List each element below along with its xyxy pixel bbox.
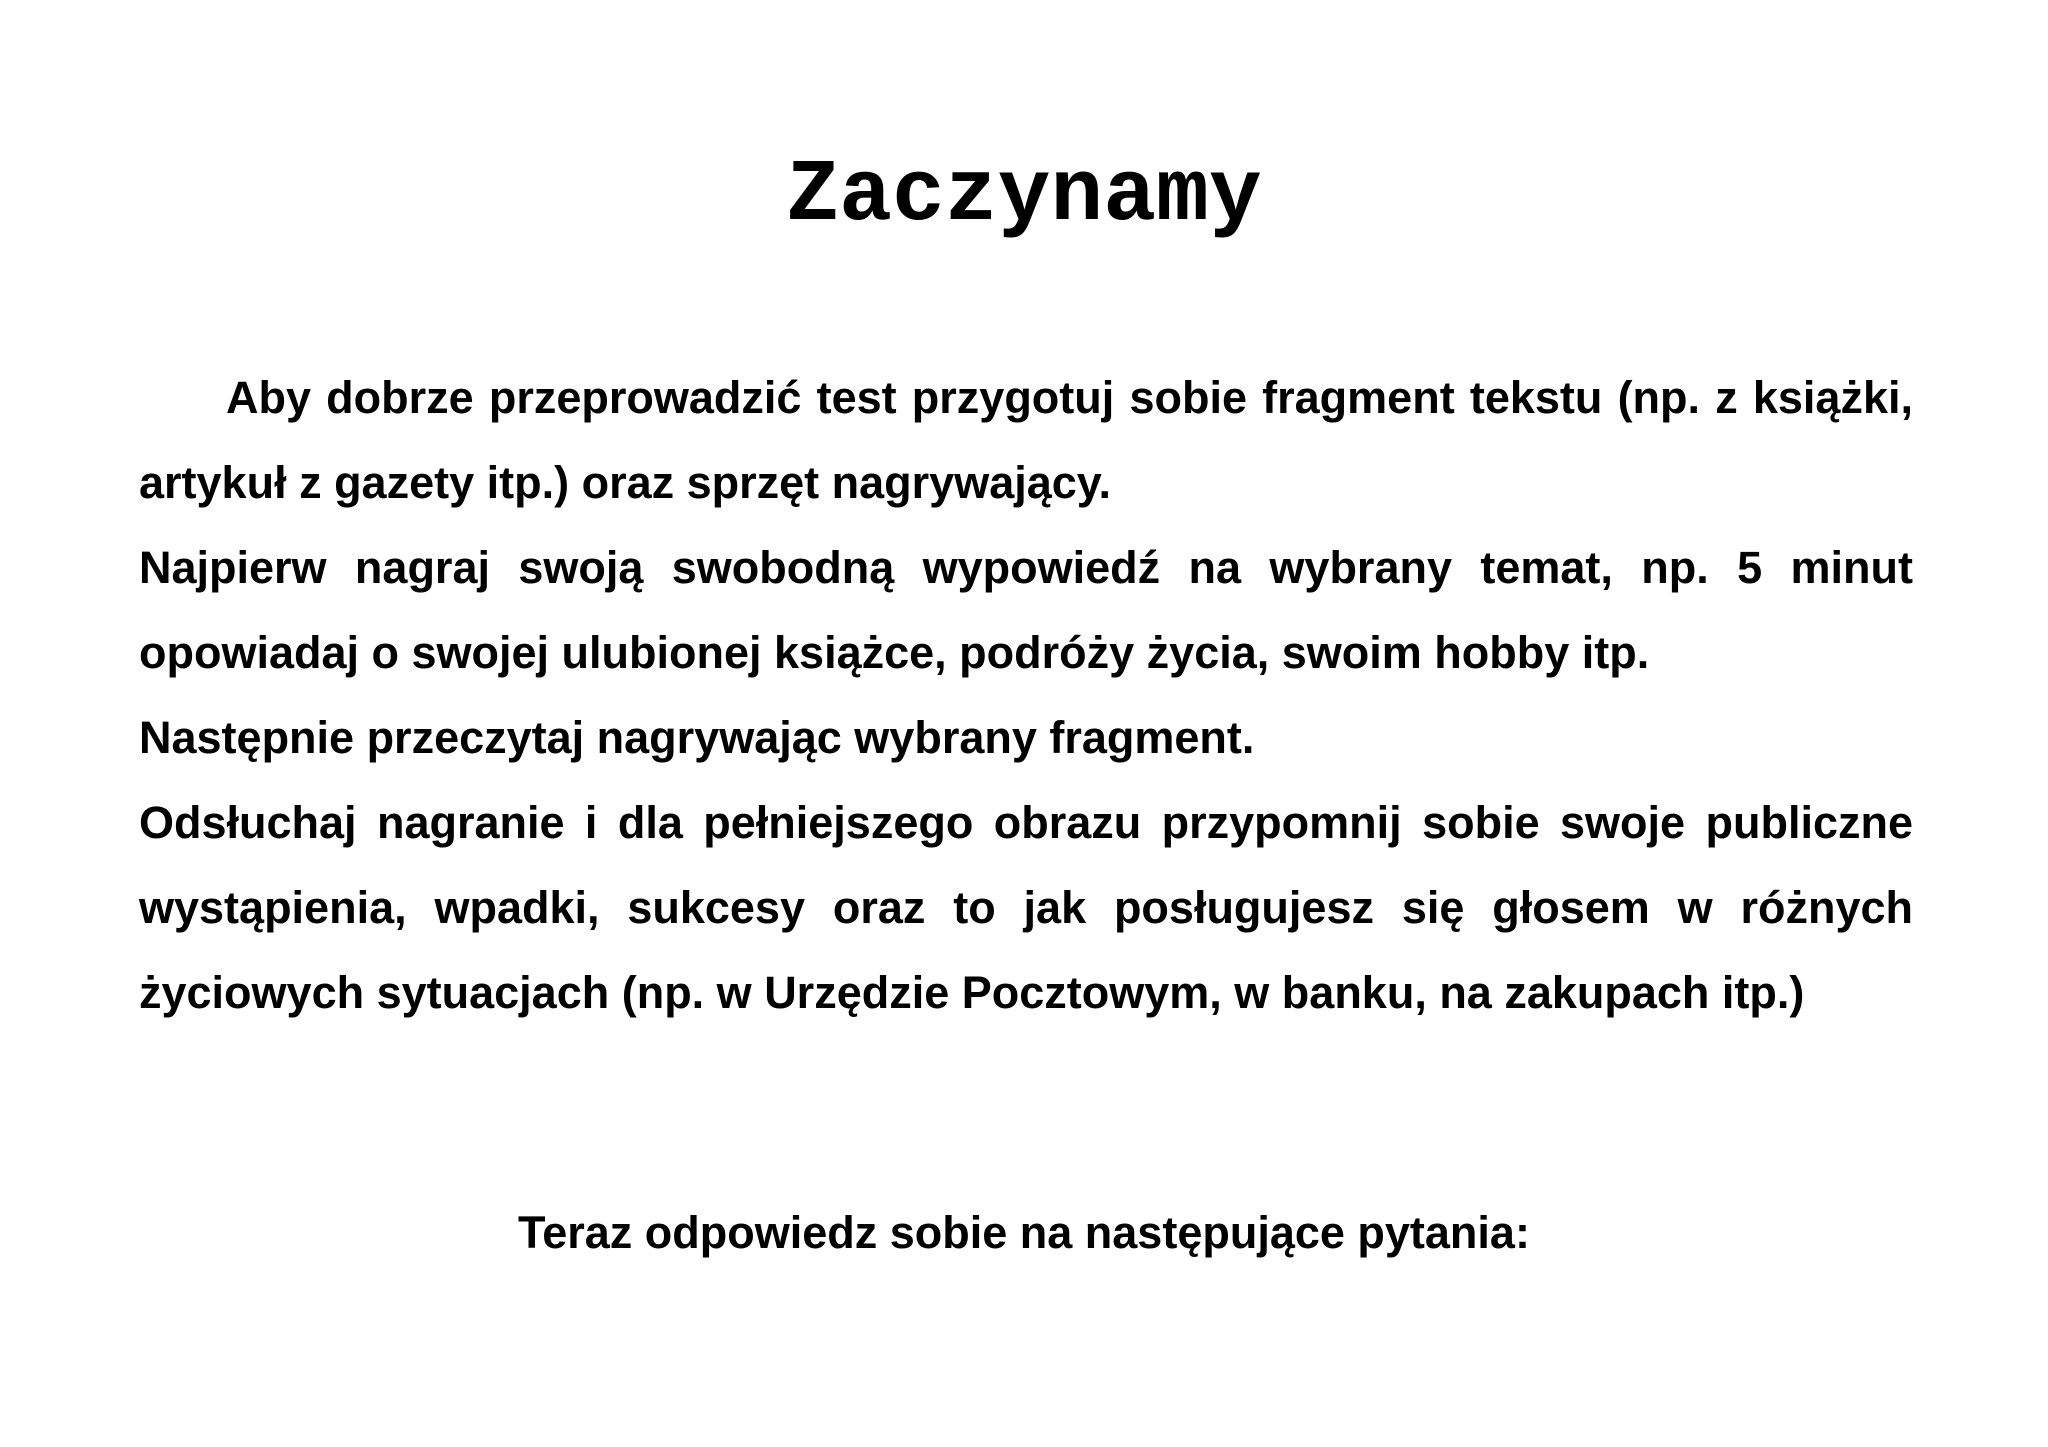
- paragraph-listen-back: Odsłuchaj nagranie i dla pełniejszego obrazu przypomnij sobie swoje publiczne wystąpienia, wpadki, sukcesy oraz to jak posługujesz się głosem w różnych życiowych sytuacjach (np. w Urzędzie Pocztowym, w banku, na zakupach itp.): [139, 797, 1913, 1018]
- paragraph-read-fragment: Następnie przeczytaj nagrywając wybrany fragment.: [139, 712, 1255, 763]
- paragraph-intro: Aby dobrze przeprowadzić test przygotuj sobie fragment tekstu (np. z książki, artykuł z gazety itp.) oraz sprzęt nagrywający.: [139, 372, 1913, 508]
- document-body: [139, 355, 1913, 1035]
- paragraph-free-speech: Najpierw nagraj swoją swobodną wypowiedź na wybrany temat, np. 5 minut opowiadaj o swojej ulubionej książce, podróży życia, swoim hobby itp.: [139, 542, 1913, 678]
- closing-prompt: Teraz odpowiedz sobie na następujące pytania:: [518, 1207, 1530, 1258]
- page-title: Zaczynamy: [786, 147, 1262, 246]
